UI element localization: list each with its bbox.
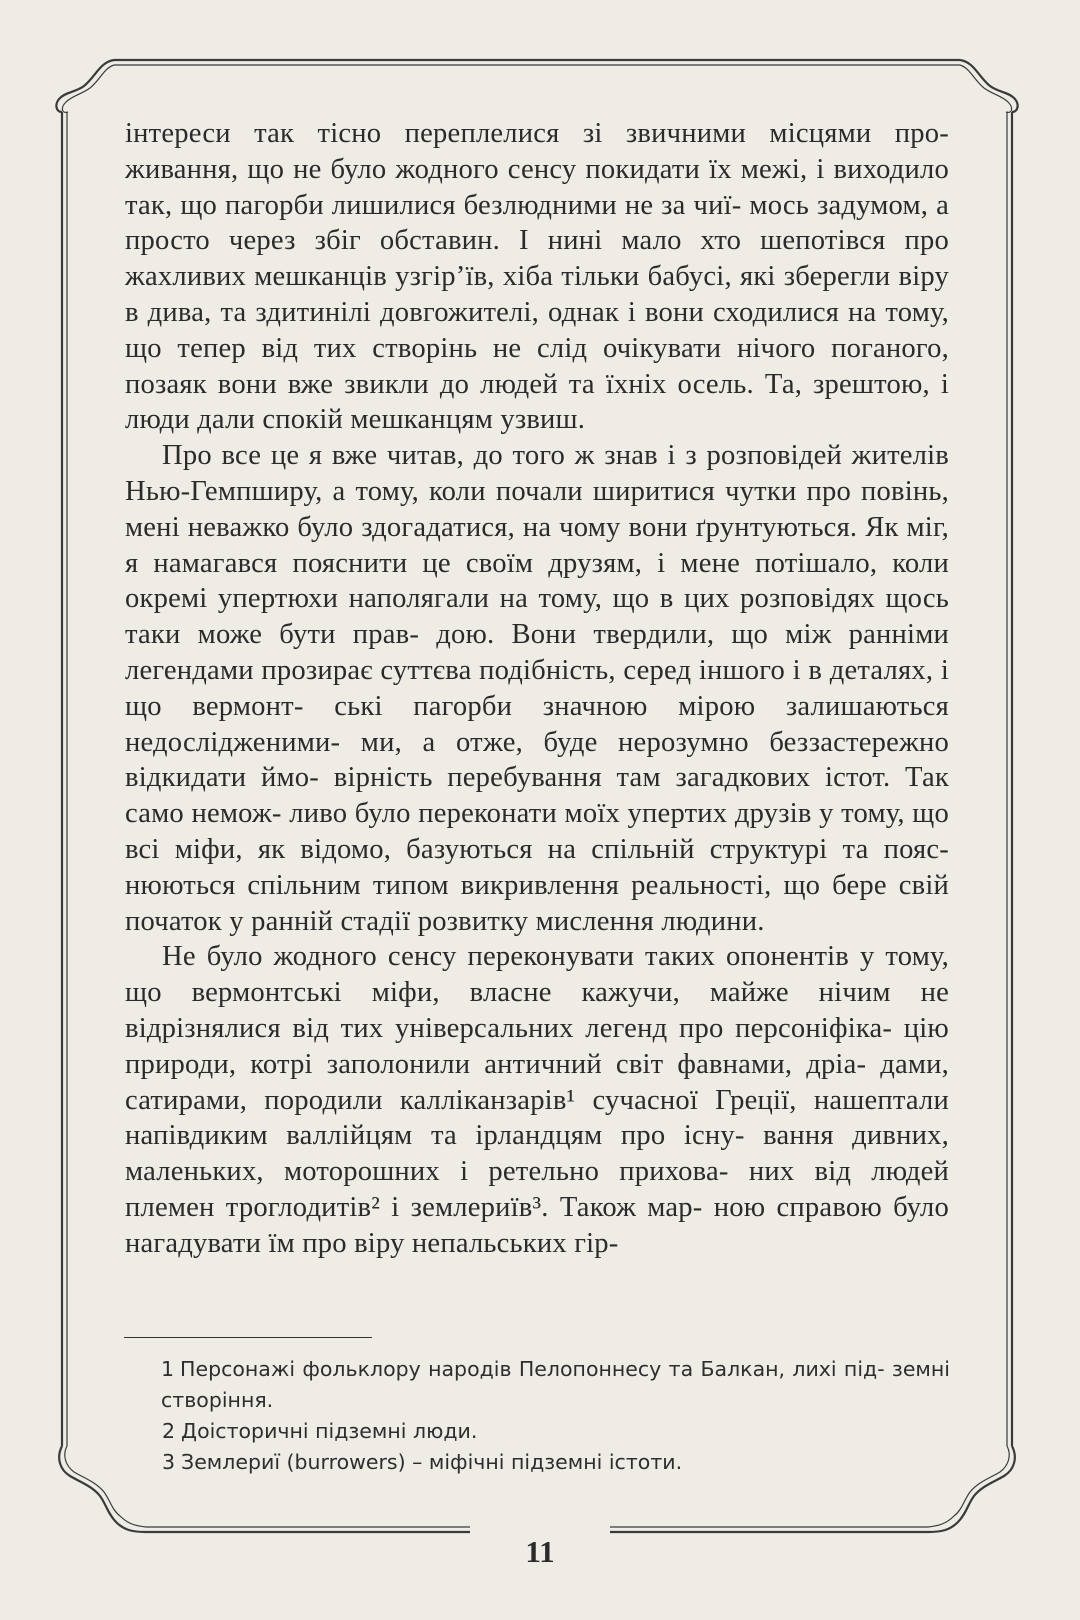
text-line: нюються спільним типом викривлення реальності, що бере	[125, 869, 887, 901]
footnotes	[124, 1354, 950, 1478]
footnote-text: Доісторичні підземні люди.	[181, 1419, 478, 1443]
footnote-text: Персонажі фольклору народів Пелопоннесу та Балкан, лихі під- земні створіння.	[161, 1357, 950, 1412]
text-line: однак і вони сходилися на тому, що тепер від тих створінь	[125, 296, 949, 364]
body-paragraph	[125, 939, 949, 1261]
text-line: жителів Нью-Гемпширу, а тому, коли почали ширитися	[125, 440, 949, 507]
text-line: суттєва подібність, серед іншого і в деталях, і що вермонт-	[125, 654, 949, 722]
text-line: інтереси так тісно переплелися зі звичними місцями про-	[125, 118, 949, 149]
body-paragraph	[125, 438, 949, 939]
text-line: вони ґрунтуються. Як міг, я намагався пояснити це своїм	[125, 511, 949, 579]
text-line: ливо було переконати моїх упертих друзів у тому, що всі	[125, 798, 950, 865]
footnote-number: 3	[162, 1450, 176, 1474]
text-line: тому, що вермонтські міфи, власне кажучи, майже нічим не	[125, 941, 949, 1009]
text-line: них від людей племен троглодитів² і землериїв³. Також мар-	[125, 1156, 949, 1223]
text-line: Не було жодного сенсу переконувати таких опонентів у	[162, 941, 875, 973]
footnote-item	[124, 1354, 950, 1416]
footnote-item	[124, 1416, 950, 1447]
text-line: дами, сатирами, породили калліканзарів¹ сучасної Греції,	[125, 1048, 949, 1116]
text-line: до людей та їхніх осель. Та, зрештою, і люди дали спокій	[125, 368, 949, 436]
body-paragraph	[125, 116, 949, 438]
text-line: ські пагорби значною мірою залишаються недослідженими-	[125, 690, 949, 758]
text-line: шепотівся про жахливих мешканців узгір’їв, хіба тільки	[125, 225, 949, 293]
text-line: чутки про повінь, мені неважко було здогадатися, на чому	[125, 475, 949, 543]
main-text	[125, 116, 949, 1262]
text-line: свій початок у ранній стадії розвитку мислення людини.	[125, 869, 949, 937]
text-line: мось задумом, а просто через збіг обставин. І нині мало хто	[125, 189, 949, 257]
text-line: ною справою було нагадувати їм про віру непальських гір-	[125, 1191, 949, 1259]
footnote-item	[124, 1447, 950, 1478]
text-line: виходило так, що пагорби лишилися безлюдними не за чиї-	[125, 153, 949, 221]
text-line: вання дивних, маленьких, моторошних і ретельно прихова-	[125, 1120, 949, 1188]
text-line: Про все це я вже читав, до того ж знав і з розповідей	[162, 440, 842, 472]
text-line: друзям, і мене потішало, коли окремі упертюхи наполягали	[125, 547, 949, 615]
text-line: відрізнялися від тих універсальних легенд про персоніфіка-	[125, 1012, 893, 1044]
text-line: ми, а отже, буде нерозумно беззастережно відкидати ймо-	[125, 726, 949, 794]
footnote-number: 1	[161, 1357, 175, 1381]
text-line: бабусі, які зберегли віру в дива, та здитинілі довгожителі,	[125, 261, 949, 328]
text-line: міфи, як відомо, базуються на спільній структурі та пояс-	[174, 833, 949, 865]
text-line: на тому, що в цих розповідях щось таки може бути прав-	[125, 583, 950, 651]
text-line: вірність перебування там загадкових істот. Так само немож-	[125, 762, 949, 830]
footnote-number: 2	[162, 1419, 176, 1443]
text-line: мешканцям узвиш.	[350, 404, 586, 436]
text-line: живання, що не було жодного сенсу покидати їх межі, і	[125, 153, 825, 185]
text-line: нашептали напівдиким валлійцям та ірландцям про існу-	[125, 1084, 949, 1152]
text-line: не слід очікувати нічого поганого, позаяк вони вже звикли	[125, 332, 949, 400]
text-line: дою. Вони твердили, що між ранніми легендами прозирає	[125, 619, 949, 686]
text-line: цію природи, котрі заполонили античний світ фавнами, дріа-	[125, 1012, 949, 1080]
page-number: 11	[525, 1534, 555, 1569]
footnote-divider	[124, 1337, 372, 1338]
footnote-text: Землериї (burrowers) – міфічні підземні істоти.	[181, 1450, 683, 1474]
